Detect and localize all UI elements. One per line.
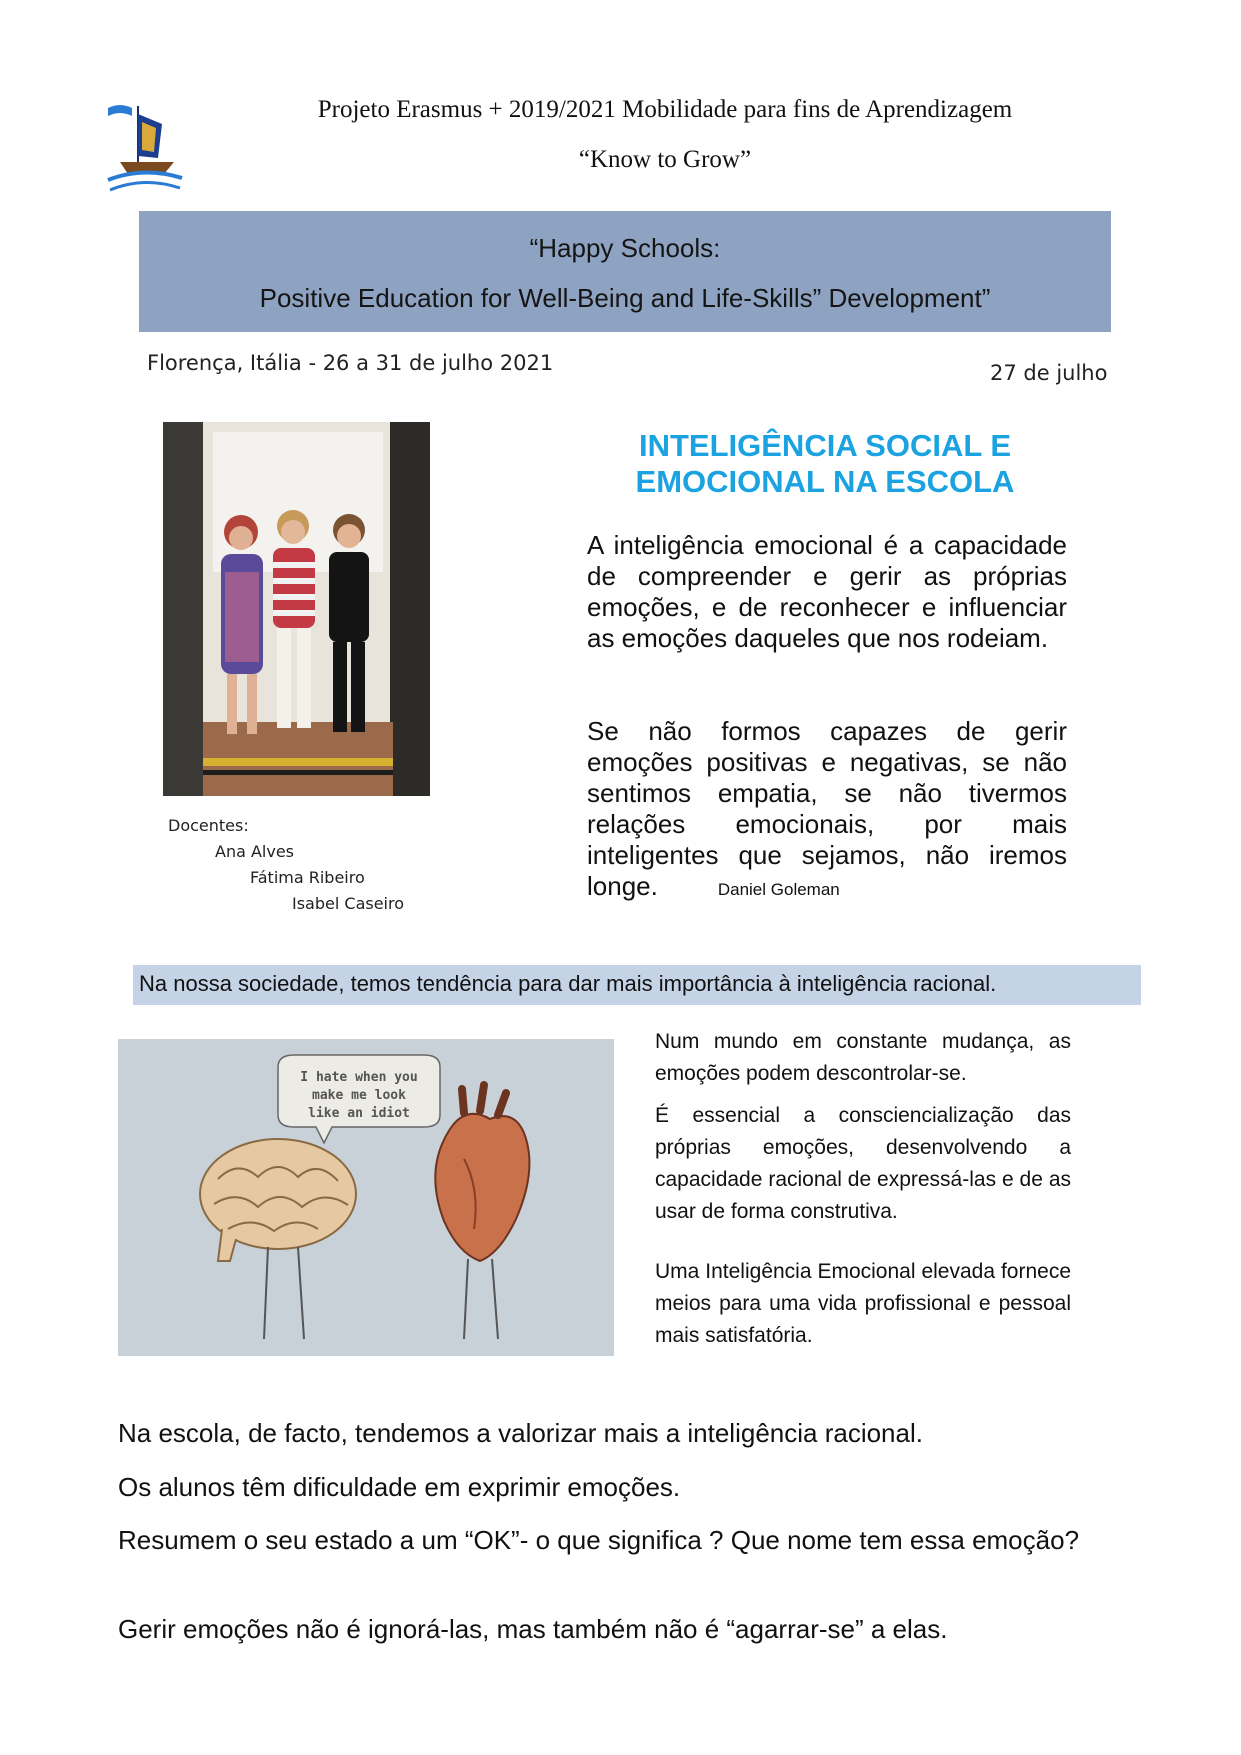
teacher-name: Ana Alves <box>215 842 295 861</box>
place-and-dates: Florença, Itália - 26 a 31 de julho 2021 <box>147 351 554 375</box>
speech-line: like an idiot <box>308 1106 410 1121</box>
title-line-1: INTELIGÊNCIA SOCIAL E <box>638 428 1012 463</box>
teachers-photo <box>163 422 430 796</box>
closing-line-1: Na escola, de facto, tendemos a valorizar mais a inteligência racional. <box>118 1418 923 1448</box>
school-logo <box>100 100 190 200</box>
closing-line-3: Resumem o seu estado a um “OK”- o que significa ? Que nome tem essa emoção? <box>118 1525 1080 1555</box>
side-paragraph-3: Uma Inteligência Emocional elevada fornece meios para uma vida profissional e pessoal mais satisfatória. <box>655 1260 1071 1347</box>
speech-line: make me look <box>312 1088 406 1103</box>
quote-text: Se não formos capazes de gerir emoções positivas e negativas, se não sentimos empatia, se não tivermos relações emocionais, por mais inteligentes que sejamos, não iremos longe. <box>587 716 1067 901</box>
header-motto: “Know to Grow” <box>578 146 752 173</box>
speech-line: I hate when you <box>300 1070 418 1085</box>
intro-paragraph-2 <box>587 716 1067 905</box>
title-line-2: EMOCIONAL NA ESCOLA <box>635 464 1015 499</box>
closing-line-2: Os alunos têm dificuldade em exprimir emoções. <box>118 1472 681 1502</box>
header-project-line: Projeto Erasmus + 2019/2021 Mobilidade para fins de Aprendizagem <box>317 96 1013 123</box>
course-banner <box>139 211 1111 332</box>
teachers-label: Docentes: <box>168 816 249 835</box>
intro-paragraph-1: A inteligência emocional é a capacidade de compreender e gerir as próprias emoções, e de reconhecer e influenciar as emoções daqueles que nos rodeiam. <box>587 530 1067 653</box>
highlight-text: Na nossa sociedade, temos tendência para dar mais importância à inteligência racional. <box>139 971 997 996</box>
article-title <box>590 428 1060 500</box>
teacher-name: Fátima Ribeiro <box>250 868 365 887</box>
side-paragraph-1: Num mundo em constante mudança, as emoções podem descontrolar-se. <box>655 1030 1071 1085</box>
banner-line-2: Positive Education for Well-Being and Life-Skills” Development” <box>259 283 991 313</box>
side-paragraph-2: É essencial a consciencialização das próprias emoções, desenvolvendo a capacidade racional de expressá-las e de as usar de forma construtiva. <box>655 1104 1071 1223</box>
session-date: 27 de julho <box>990 361 1108 385</box>
quote-author: Daniel Goleman <box>717 880 840 899</box>
brain-heart-cartoon <box>118 1039 614 1356</box>
closing-line-4: Gerir emoções não é ignorá-las, mas também não é “agarrar-se” a elas. <box>118 1614 948 1644</box>
teacher-name: Isabel Caseiro <box>292 894 405 913</box>
banner-line-1: “Happy Schools: <box>529 233 721 263</box>
highlight-strip <box>133 965 1141 1005</box>
